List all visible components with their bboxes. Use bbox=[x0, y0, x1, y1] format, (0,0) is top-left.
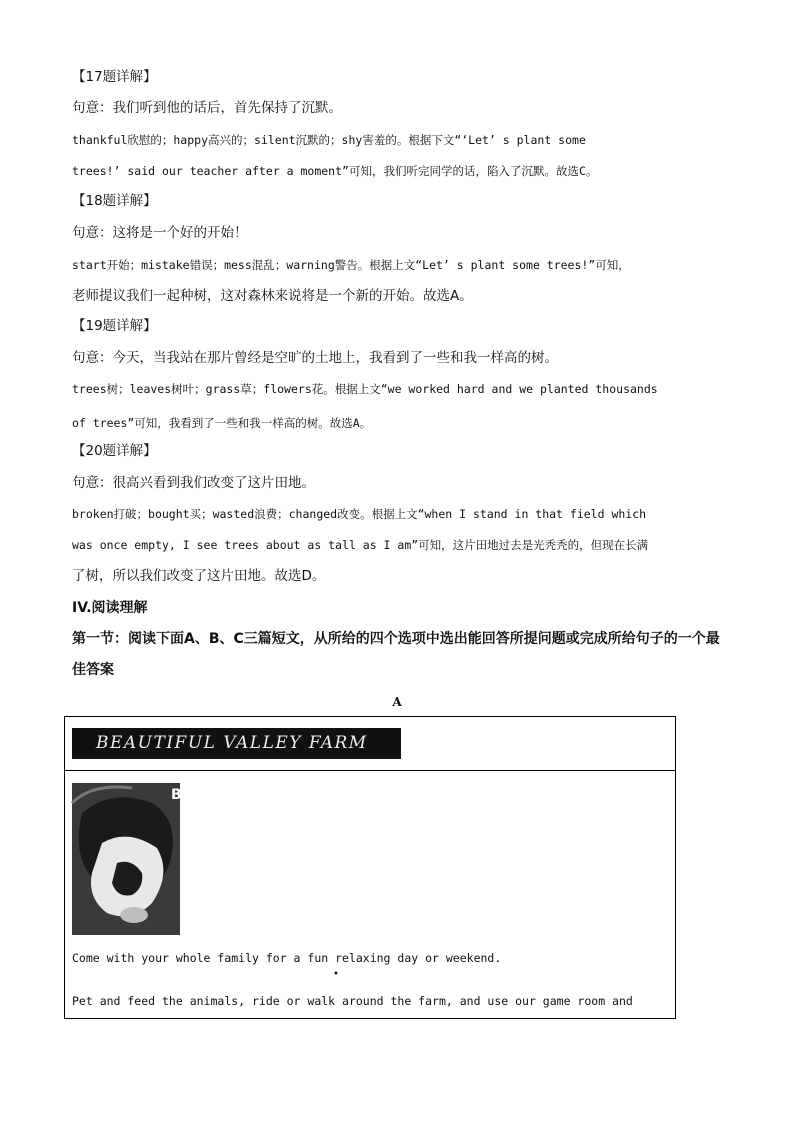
box-divider bbox=[65, 770, 675, 771]
section-17-explanation-2: trees!’ said our teacher after a moment”可知，我们听完同学的话，陷入了沉默。故选C。 bbox=[72, 164, 598, 178]
passage-a-box bbox=[64, 716, 676, 1019]
section-17-explanation-1: thankful欣慰的；happy高兴的；silent沉默的；shy害羞的。根据下文“‘Let’ s plant some bbox=[72, 133, 586, 147]
section-20-meaning: 句意：很高兴看到我们改变了这片田地。 bbox=[72, 475, 315, 491]
section-17-heading: 【17题详解】 bbox=[72, 69, 157, 85]
section-20-explanation-3: 了树，所以我们改变了这片田地。故选D。 bbox=[72, 568, 326, 584]
section-20-explanation-2: was once empty, I see trees about as tall as I am”可知，这片田地过去是光秃秃的，但现在长满 bbox=[72, 538, 649, 552]
section-18-explanation-2: 老师提议我们一起种树，这对森林来说将是一个新的开始。故选A。 bbox=[72, 288, 473, 304]
section-19-heading: 【19题详解】 bbox=[72, 318, 157, 334]
farm-description-2: Pet and feed the animals, ride or walk around the farm, and use our game room and bbox=[72, 994, 633, 1008]
section-19-explanation-1: trees树；leaves树叶；grass草；flowers花。根据上文“we worked hard and we planted thousands bbox=[72, 382, 658, 396]
section-18-meaning: 句意：这将是一个好的开始！ bbox=[72, 225, 248, 241]
section-20-explanation-1: broken打破；bought买；wasted浪费；changed改变。根据上文“when I stand in that field which bbox=[72, 507, 647, 521]
section-19-meaning: 句意：今天，当我站在那片曾经是空旷的土地上，我看到了一些和我一样高的树。 bbox=[72, 350, 558, 366]
farm-description-1: Come with your whole family for a fun relaxing day or weekend. bbox=[72, 951, 502, 965]
section-17-meaning: 句意：我们听到他的话后，首先保持了沉默。 bbox=[72, 100, 342, 116]
passage-label: A bbox=[392, 695, 402, 709]
section-18-explanation-1: start开始；mistake错误；mess混乱；warning警告。根据上文“Let’ s plant some trees!”可知， bbox=[72, 258, 630, 272]
cow-photo-icon bbox=[72, 783, 180, 935]
farm-banner: BEAUTIFUL VALLEY FARM bbox=[72, 728, 401, 759]
separator-dot: • bbox=[333, 969, 339, 980]
photo-caption: B bbox=[171, 787, 182, 803]
reading-section-title: IV.阅读理解 bbox=[72, 600, 148, 616]
section-19-explanation-2: of trees”可知，我看到了一些和我一样高的树。故选A。 bbox=[72, 416, 372, 430]
farm-animal-photo bbox=[72, 783, 180, 935]
section-18-heading: 【18题详解】 bbox=[72, 193, 157, 209]
reading-instructions-2: 佳答案 bbox=[72, 662, 114, 678]
section-20-heading: 【20题详解】 bbox=[72, 443, 157, 459]
reading-instructions-1: 第一节：阅读下面A、B、C三篇短文，从所给的四个选项中选出能回答所提问题或完成所给句子的一个最 bbox=[72, 631, 720, 647]
